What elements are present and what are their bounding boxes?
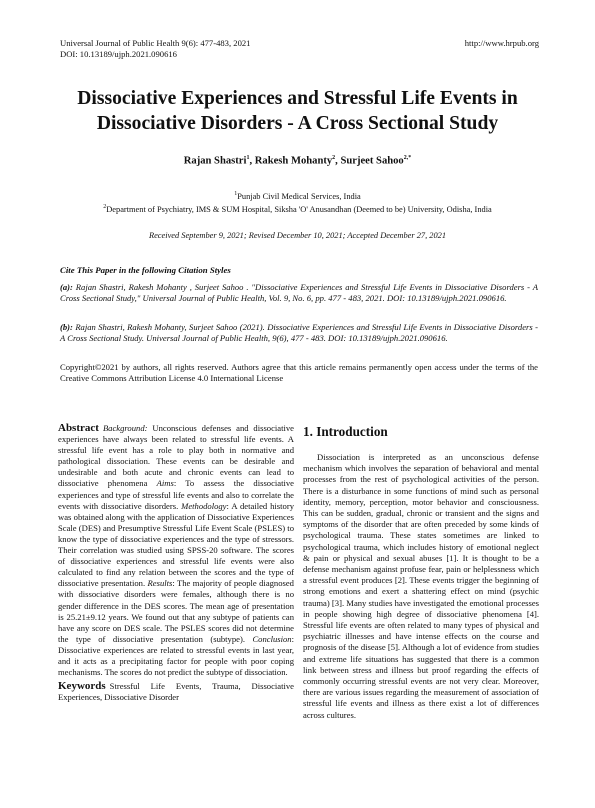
- title-line-1: Dissociative Experiences and Stressful Life Events in: [77, 88, 518, 109]
- abstract-text: : Dissociative experiences are related to stressful events in last year, and it acts as a precipitating factor for people with poor coping mechanisms. The scores do not predict the subtype of dissociation.: [58, 633, 294, 678]
- affiliation-mark: 1: [234, 191, 238, 197]
- author-name: Rakesh Mohanty: [254, 155, 333, 167]
- abstract-label: Background:: [102, 423, 148, 433]
- affiliation: [40, 202, 555, 215]
- section-heading: 1. Introduction: [303, 424, 388, 439]
- affiliation: [40, 189, 555, 202]
- abstract-heading: Abstract: [58, 422, 99, 434]
- citation-text: Rajan Shastri, Rakesh Mohanty, Surjeet Sahoo (2021). Dissociative Experiences and Stressful Life Events in Dissociative Disorders - A Cross Sectional Study. Universal Journal of Public Health, 9(6), 477 - 483. DOI: 10.13189/ujph.2021.090616.: [60, 322, 538, 344]
- citation-heading: Cite This Paper in the following Citation Styles: [60, 265, 231, 275]
- journal-url[interactable]: http://www.hrpub.org: [464, 38, 539, 48]
- keywords: [58, 681, 294, 703]
- abstract-label: Aims: [156, 478, 174, 489]
- author-name: Rajan Shastri: [183, 155, 247, 167]
- introduction-paragraph: Dissociation is interpreted as an unconscious defense mechanism which involves the separation of behavioral and mental processes from the rest of psychological activities of the person. There is a disturbance in some functions of mind such as personal identity, memory, perception, motor behavior and consciousness. This can be sudden, gradual, chronic or transient and the signs and symptoms of the disorder that are often preceded by some kinds of psychological trauma. These states sometimes are linked to psychological trauma, which includes history of emotional neglect & pain or physical and sexual abuses [1]. It is thought to be a defense mechanism against profuse fear, pain or helplessness which a stressful event produces [2]. These events trigger the beginning of strong emotions and exert a shattering effect on mind (psychic trauma) [3]. Many studies have investigated the emotional processes in people showing high degree of dissociative phenomena [4]. Stressful life events are often related to many types of physical and psychiatric illnesses and have intense effects on the course and prognosis of the disease [5]. Although a lot of evidence from studies and extreme life situations has suggested that there is a common link between stress and illness but proof regarding the effects of commonly occurring stressful events are not very clear. Moreover, there are various issues regarding the measurement of association of stressful life events and illness as there exist a lot of differences across cultures.: [303, 452, 539, 720]
- title-line-2: Dissociative Disorders - A Cross Sectional Study: [96, 113, 499, 134]
- abstract-label: Conclusion: [252, 633, 292, 644]
- author-affil-mark: 1: [246, 155, 250, 161]
- affiliation-text: Department of Psychiatry, IMS & SUM Hospital, Siksha 'O' Anusandhan (Deemed to be) University, Odisha, India: [106, 204, 492, 214]
- abstract-label: Methodology: [181, 500, 227, 511]
- abstract-label: Results: [147, 578, 173, 589]
- journal-citation: Universal Journal of Public Health 9(6): 477-483, 2021: [60, 38, 251, 48]
- author-affil-mark: 2,*: [403, 155, 412, 161]
- citation-label: (a):: [60, 282, 73, 292]
- header-doi: DOI: 10.13189/ujph.2021.090616: [60, 49, 177, 59]
- author-name: Surjeet Sahoo: [340, 155, 404, 167]
- affiliations: [40, 189, 555, 215]
- citation-label: (b):: [60, 322, 73, 332]
- copyright-notice: Copyright©2021 by authors, all rights reserved. Authors agree that this article remains permanently open access under the terms of the Creative Commons Attribution License 4.0 International License: [60, 362, 538, 384]
- citation-style-a: [60, 282, 538, 304]
- abstract-text: : The majority of people diagnosed with dissociative disorders were females, although there is no gender difference in the DES scores. The mean age of presentation is 25.21±9.12 years. We found out that any subtype of patients can have any score on DES scale. The PSLES scores did not determine the type of dissociative presentation (subtype).: [58, 578, 294, 644]
- keywords-heading: Keywords: [58, 680, 106, 693]
- author-separator: ,: [335, 155, 341, 167]
- abstract-text: : A detailed history was obtained along with the application of Dissociative Experiences Scale (DES) and Presumptive Stressful Life Event Scale (PSLES) to know the type of dissociative experiences and the type of stressors. Their correlation was studied using SPSS-20 software. The scores of dissociative experiences and stressful life events were also calculated to find any relation between the scores and the type of dissociative presentation.: [58, 500, 294, 589]
- abstract-column: [58, 423, 294, 703]
- keywords-text: Stressful Life Events, Trauma, Dissociative Experiences, Dissociative Disorder: [58, 681, 294, 703]
- abstract: [58, 423, 294, 678]
- paper-title: [40, 86, 555, 136]
- running-header: [60, 38, 390, 60]
- abstract-text: Unconscious defenses and dissociative experiences have always been related to stressful life events. A stressful life event has a role to play both in normative and pathological dissociation. These events can be desirable and undesirable and both acute and chronic events can lead to dissociative phenomena: [58, 423, 294, 489]
- received-dates: Received September 9, 2021; Revised December 10, 2021; Accepted December 27, 2021: [148, 231, 447, 240]
- affiliation-mark: 2: [103, 203, 107, 210]
- affiliation-text: Punjab Civil Medical Services, India: [237, 191, 361, 201]
- author-separator: ,: [249, 155, 255, 167]
- abstract-text: : To assess the dissociative experiences and type of stressful life events and also to correlate the events with dissociative disorders.: [58, 478, 294, 511]
- author-affil-mark: 2: [332, 155, 336, 161]
- citation-text: Rajan Shastri, Rakesh Mohanty , Surjeet Sahoo . "Dissociative Experiences and Stressful Life Events in Dissociative Disorders - A Cross Sectional Study," Universal Journal of Public Health, Vol. 9, No. 6, pp. 477 - 483, 2021. DOI: 10.13189/ujph.2021.090616.: [60, 282, 538, 304]
- introduction-column: [303, 422, 539, 721]
- author-list: [60, 155, 535, 167]
- citation-style-b: [60, 322, 538, 344]
